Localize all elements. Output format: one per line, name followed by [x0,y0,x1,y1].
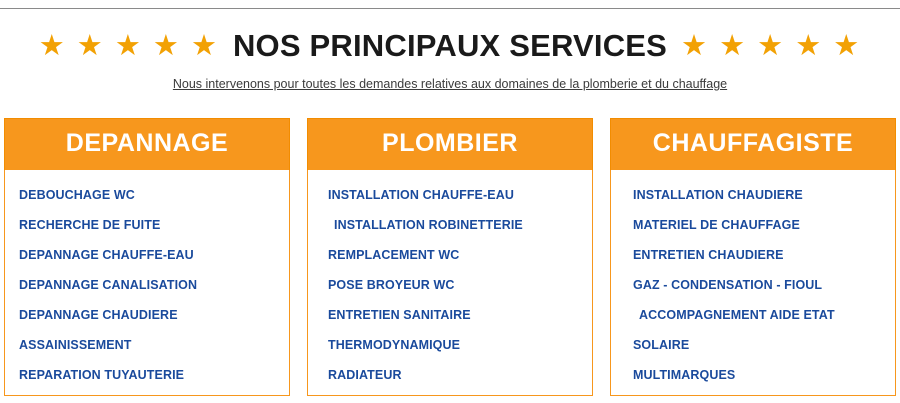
list-item[interactable]: RECHERCHE DE FUITE [19,218,161,232]
list-item[interactable]: INSTALLATION CHAUDIERE [633,188,803,202]
page-title-row [0,28,900,64]
list-item[interactable]: INSTALLATION ROBINETTERIE [334,218,523,232]
list-item[interactable]: DEPANNAGE CANALISATION [19,278,198,292]
five-stars-icon-right: ★ ★ ★ ★ ★ [681,29,862,62]
top-divider [0,8,900,9]
list-item[interactable]: ENTRETIEN SANITAIRE [328,308,471,322]
service-card-plombier [307,118,593,396]
list-item[interactable]: DEBOUCHAGE WC [19,188,135,202]
list-item[interactable]: INSTALLATION CHAUFFE-EAU [328,188,514,202]
service-columns [0,118,900,396]
service-list [307,170,593,396]
five-stars-icon-left: ★ ★ ★ ★ ★ [38,29,219,62]
list-item[interactable]: ACCOMPAGNEMENT AIDE ETAT [639,308,835,322]
list-item[interactable]: ASSAINISSEMENT [19,338,132,352]
service-card-title: CHAUFFAGISTE [610,118,896,170]
page-subtitle [0,77,900,91]
list-item[interactable]: SOLAIRE [633,338,690,352]
list-item[interactable]: ENTRETIEN CHAUDIERE [633,248,784,262]
page-subtitle-text: Nous intervenons pour toutes les demandes relatives aux domaines de la plomberie et du chauffage [172,77,728,91]
page-title: NOS PRINCIPAUX SERVICES [232,28,668,63]
list-item[interactable]: POSE BROYEUR WC [328,278,455,292]
list-item[interactable]: DEPANNAGE CHAUDIERE [19,308,178,322]
list-item[interactable]: REPARATION TUYAUTERIE [19,368,185,382]
service-list [610,170,896,396]
list-item[interactable]: DEPANNAGE CHAUFFE-EAU [19,248,194,262]
list-item[interactable]: MATERIEL DE CHAUFFAGE [633,218,800,232]
service-card-title: PLOMBIER [307,118,593,170]
list-item[interactable]: REMPLACEMENT WC [328,248,460,262]
service-list [4,170,290,396]
list-item[interactable]: THERMODYNAMIQUE [328,338,461,352]
list-item[interactable]: GAZ - CONDENSATION - FIOUL [633,278,823,292]
list-item[interactable]: RADIATEUR [328,368,402,382]
service-card-depannage [4,118,290,396]
list-item[interactable]: MULTIMARQUES [633,368,736,382]
service-card-title: DEPANNAGE [4,118,290,170]
service-card-chauffagiste [610,118,896,396]
